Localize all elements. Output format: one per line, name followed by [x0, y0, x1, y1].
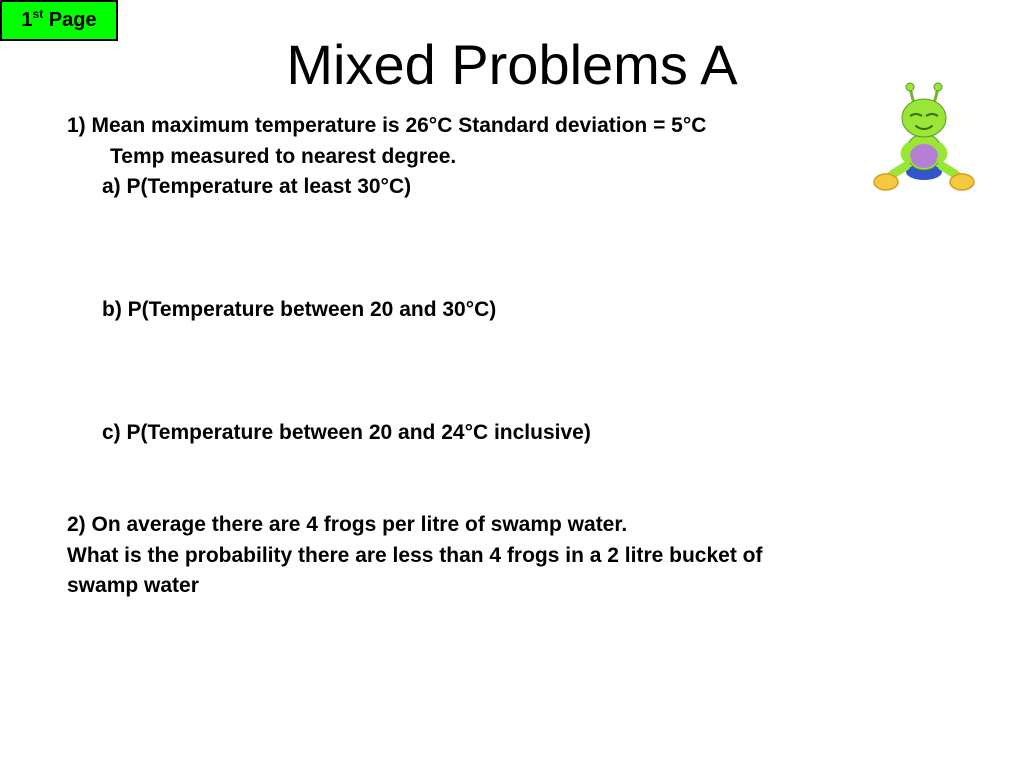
- page-badge-text: Page: [43, 9, 97, 31]
- alien-mascot-icon: [872, 82, 976, 196]
- page-badge-suffix: st: [32, 7, 44, 21]
- problem-2-statement: 2) On average there are 4 frogs per litre of swamp water.: [67, 513, 628, 536]
- page-badge-number: 1: [21, 9, 33, 31]
- problem-1-note: Temp measured to nearest degree.: [110, 145, 457, 168]
- page-title: Mixed Problems A: [286, 33, 738, 96]
- problem-1-part-a: a) P(Temperature at least 30°C): [102, 175, 412, 198]
- problem-1-statement: 1) Mean maximum temperature is 26°C Standard deviation = 5°C: [67, 114, 707, 137]
- problem-2-question-end: swamp water: [67, 574, 199, 597]
- problem-1-part-b: b) P(Temperature between 20 and 30°C): [102, 298, 497, 321]
- problem-1-part-c: c) P(Temperature between 20 and 24°C inclusive): [102, 421, 591, 444]
- problem-2-question: What is the probability there are less than 4 frogs in a 2 litre bucket of: [67, 544, 763, 567]
